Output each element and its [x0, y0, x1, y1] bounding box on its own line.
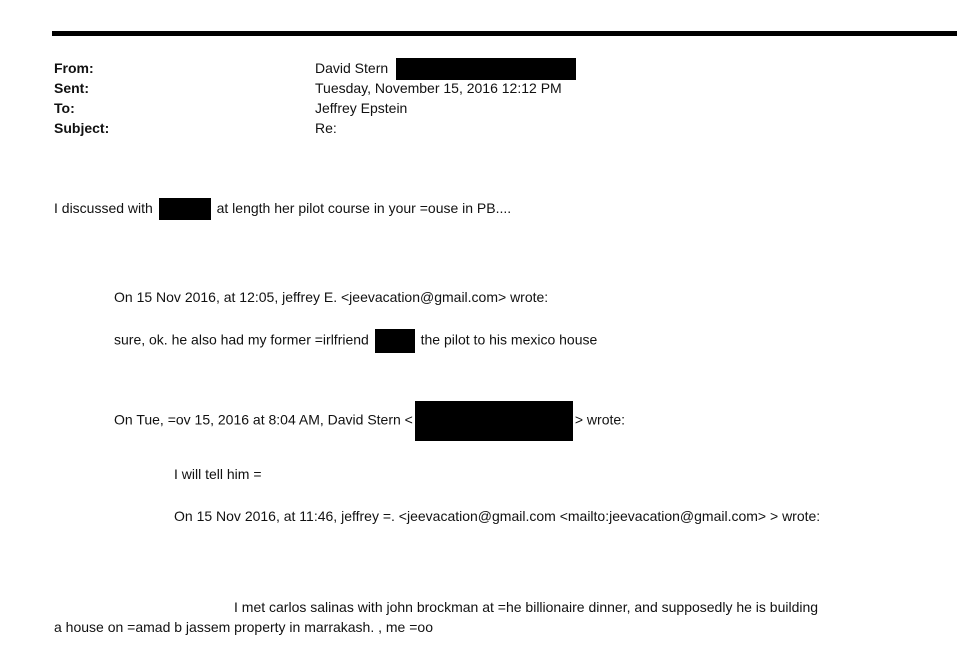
subject-value: Re:	[315, 120, 337, 136]
redaction-box	[396, 58, 576, 80]
from-name: David Stern	[315, 60, 389, 76]
redaction-box	[159, 198, 211, 220]
quote2-body: I will tell him =	[174, 466, 262, 482]
from-label: From:	[54, 60, 94, 76]
header-rule	[52, 31, 957, 36]
to-label: To:	[54, 100, 75, 116]
quote1-body: sure, ok. he also had my former =irlfriend the pilot to his mexico house	[114, 329, 597, 353]
from-value	[315, 58, 576, 80]
redaction-box	[415, 401, 573, 441]
quote2-header: On Tue, =ov 15, 2016 at 8:04 AM, David Stern < > wrote:	[114, 401, 625, 441]
quote1-header: On 15 Nov 2016, at 12:05, jeffrey E. <jeevacation@gmail.com> wrote:	[114, 289, 549, 305]
subject-label: Subject:	[54, 120, 110, 136]
to-value: Jeffrey Epstein	[315, 100, 408, 116]
sent-value: Tuesday, November 15, 2016 12:12 PM	[315, 80, 562, 96]
quote3-header: On 15 Nov 2016, at 11:46, jeffrey =. <jeevacation@gmail.com <mailto:jeevacation@gmail.com> > wrote:	[174, 508, 821, 524]
body-line-1: I discussed with at length her pilot course in your =ouse in PB....	[54, 198, 511, 220]
sent-label: Sent:	[54, 80, 89, 96]
quote3-line1: I met carlos salinas with john brockman at =he billionaire dinner, and supposedly he is building	[234, 599, 819, 615]
redaction-box	[375, 329, 415, 353]
quote3-line2: a house on =amad b jassem property in marrakash. , me =oo	[54, 619, 433, 635]
